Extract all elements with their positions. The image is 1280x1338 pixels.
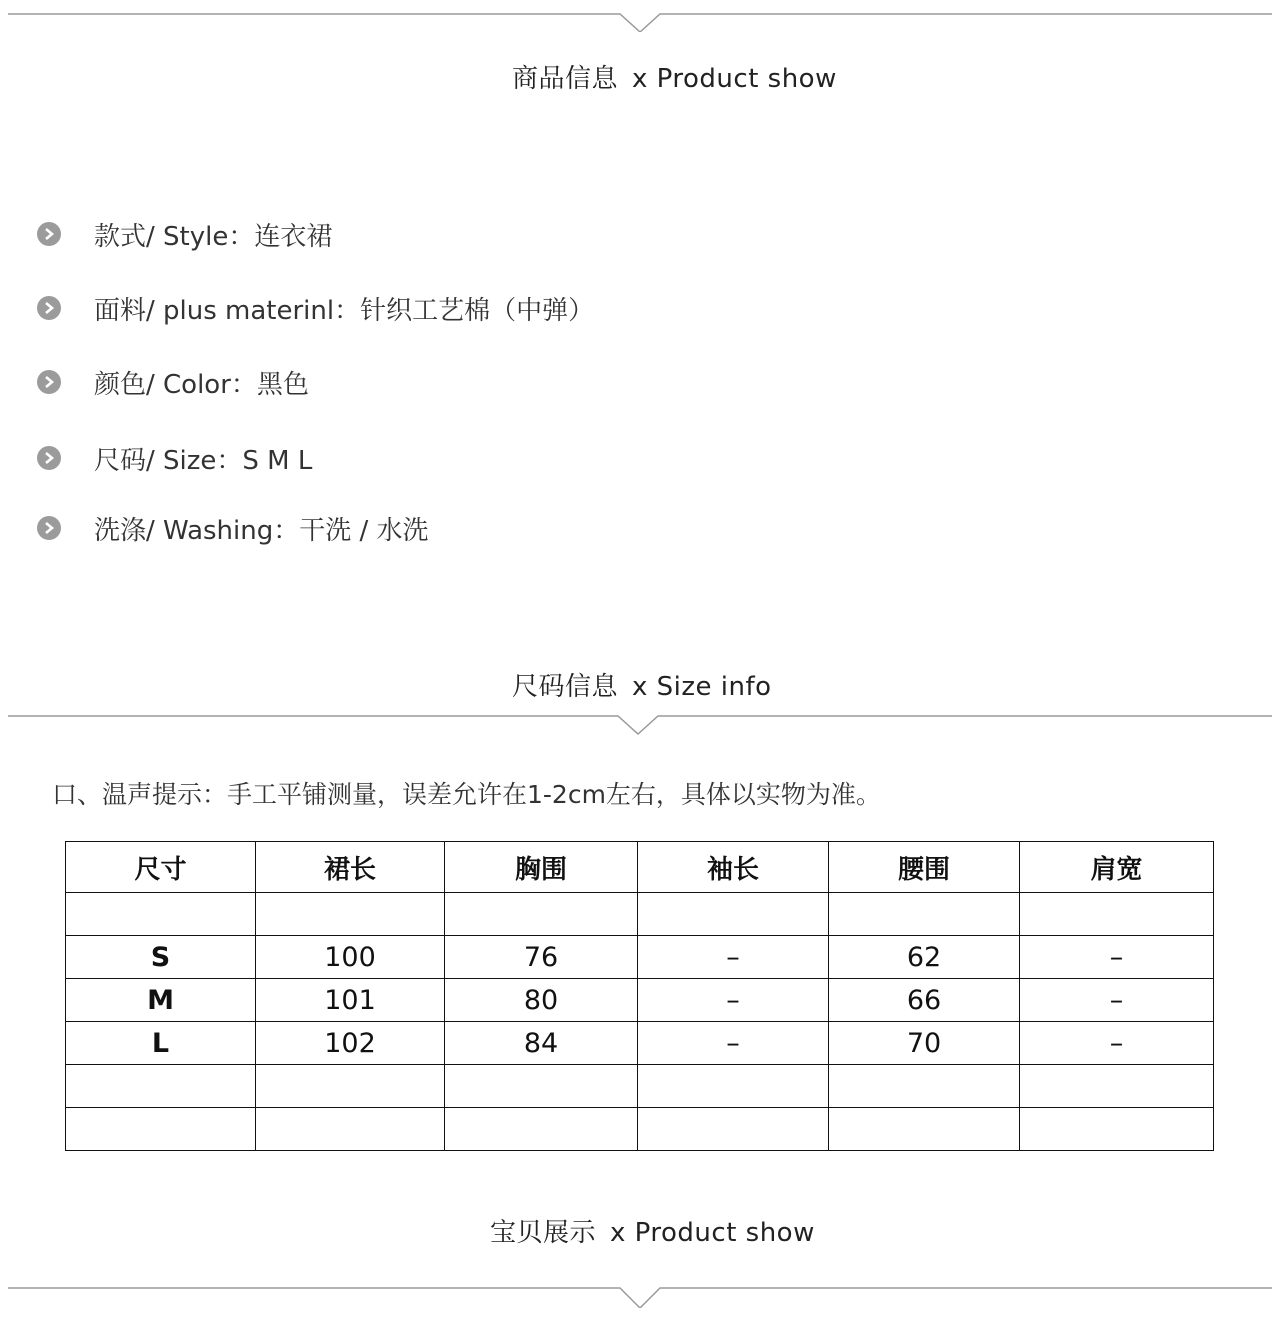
- table-cell: –: [1020, 1022, 1214, 1065]
- spec-text: 洗涤/ Washing：干洗 / 水洗: [94, 515, 429, 546]
- table-cell: [66, 1108, 256, 1151]
- product-info-title-en: x Product show: [632, 64, 837, 94]
- size-info-title-en: x Size info: [632, 672, 772, 702]
- table-cell: [256, 1108, 445, 1151]
- table-cell: –: [638, 1022, 829, 1065]
- chevron-circle-icon: [36, 295, 62, 321]
- table-cell: [829, 1108, 1020, 1151]
- table-cell: 62: [829, 936, 1020, 979]
- table-cell: 101: [256, 979, 445, 1022]
- table-cell: S: [66, 936, 256, 979]
- table-cell: –: [638, 936, 829, 979]
- spec-item-color: [36, 362, 309, 402]
- spec-item-size: [36, 438, 312, 478]
- size-divider: [0, 706, 1280, 736]
- spec-text: 尺码/ Size：S M L: [94, 445, 313, 476]
- table-cell: –: [638, 979, 829, 1022]
- table-cell: –: [1020, 936, 1214, 979]
- table-cell: [256, 893, 445, 936]
- size-info-title: [512, 666, 772, 703]
- table-row: [66, 979, 1214, 1022]
- header-bust: 胸围: [445, 842, 638, 893]
- header-length: 裙长: [256, 842, 445, 893]
- size-info-title-cn: 尺码信息: [512, 672, 619, 702]
- measurement-notice: 口、温声提示：手工平铺测量，误差允许在1-2cm左右，具体以实物为准。: [52, 780, 881, 809]
- product-display-title-cn: 宝贝展示: [490, 1218, 597, 1248]
- spec-text: 颜色/ Color：黑色: [94, 369, 309, 400]
- product-display-title: [490, 1212, 815, 1249]
- table-row: [66, 936, 1214, 979]
- table-row: [66, 1108, 1214, 1151]
- table-cell: [829, 1065, 1020, 1108]
- spec-item-washing: [36, 508, 429, 548]
- table-cell: –: [1020, 979, 1214, 1022]
- table-cell: 76: [445, 936, 638, 979]
- table-cell: [1020, 1065, 1214, 1108]
- table-cell: [445, 893, 638, 936]
- spec-item-style: [36, 214, 332, 254]
- table-cell: [66, 893, 256, 936]
- chevron-circle-icon: [36, 445, 62, 471]
- header-sleeve: 袖长: [638, 842, 829, 893]
- product-info-title-cn: 商品信息: [512, 64, 619, 94]
- header-shoulder: 肩宽: [1020, 842, 1214, 893]
- table-cell: M: [66, 979, 256, 1022]
- table-cell: 102: [256, 1022, 445, 1065]
- table-cell: [638, 1065, 829, 1108]
- table-cell: 80: [445, 979, 638, 1022]
- table-cell: 100: [256, 936, 445, 979]
- table-header-row: [66, 842, 1214, 893]
- spec-item-material: [36, 288, 594, 328]
- table-cell: [638, 893, 829, 936]
- table-cell: [445, 1065, 638, 1108]
- table-cell: 84: [445, 1022, 638, 1065]
- table-cell: [829, 893, 1020, 936]
- table-cell: [256, 1065, 445, 1108]
- spec-text: 面料/ plus materinl：针织工艺棉（中弹）: [94, 295, 595, 326]
- size-table: [65, 841, 1214, 1151]
- header-size: 尺寸: [66, 842, 256, 893]
- product-display-title-en: x Product show: [610, 1218, 815, 1248]
- table-cell: 70: [829, 1022, 1020, 1065]
- bottom-divider: [0, 1278, 1280, 1308]
- table-row: [66, 1065, 1214, 1108]
- table-cell: [66, 1065, 256, 1108]
- chevron-circle-icon: [36, 369, 62, 395]
- table-cell: 66: [829, 979, 1020, 1022]
- header-waist: 腰围: [829, 842, 1020, 893]
- table-row: [66, 893, 1214, 936]
- spec-text: 款式/ Style：连衣裙: [94, 221, 333, 252]
- table-cell: [1020, 893, 1214, 936]
- product-info-title: [512, 58, 837, 95]
- table-cell: L: [66, 1022, 256, 1065]
- table-cell: [1020, 1108, 1214, 1151]
- top-divider: [0, 2, 1280, 32]
- chevron-circle-icon: [36, 221, 62, 247]
- chevron-circle-icon: [36, 515, 62, 541]
- table-row: [66, 1022, 1214, 1065]
- table-cell: [638, 1108, 829, 1151]
- table-cell: [445, 1108, 638, 1151]
